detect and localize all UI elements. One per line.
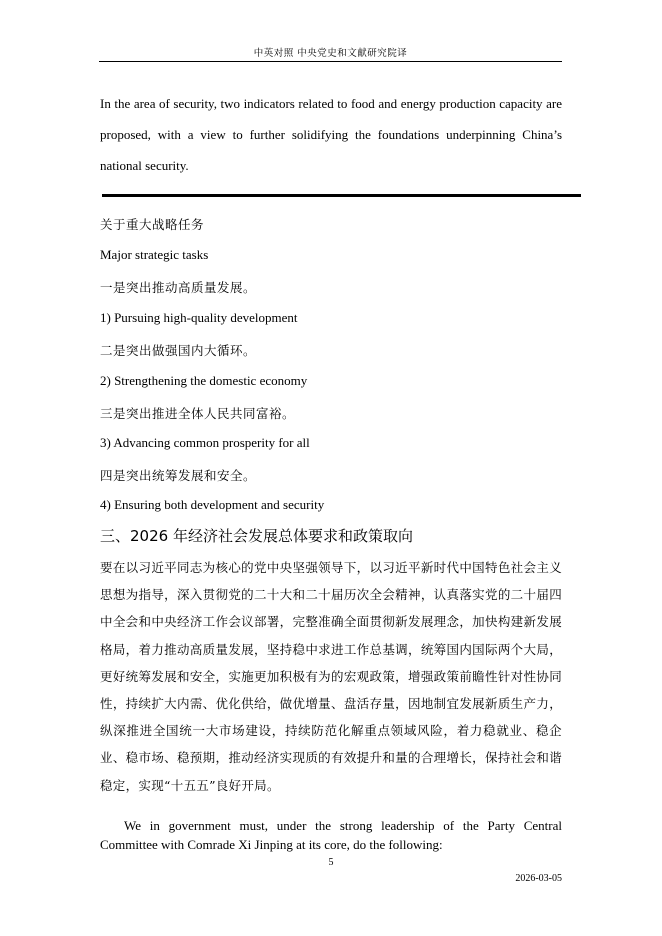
task-item-4-en: 4) Ensuring both development and security [100, 497, 325, 512]
page-number: 5 [328, 857, 334, 868]
section-heading: 三、2026 年经济社会发展总体要求和政策取向 [100, 527, 413, 545]
task-item-2-zh: 二是突出做强国内大循环。 [100, 343, 257, 358]
policy-paragraph-zh: 要在以习近平同志为核心的党中央坚强领导下，以习近平新时代中国特色社会主义思想为指导，深入贯彻党的二十大和二十届历次全会精神，认真落实党的二十届四中全会和中央经济工作会议部署，完整准确全面贯彻新发展理念，加快构建新发展格局，着力推动高质量发展，坚持稳中求进工作总基调，统筹国内国际两个大局，更好统筹发展和安全，实施更加积极有为的宏观政策，增强政策前瞻性针对性协同性，持续扩大内需、优化供给，做优增量、盘活存量，因地制宜发展新质生产力，纵深推进全国统一大市场建设，持续防范化解重点领域风险，着力稳就业、稳企业、稳市场、稳预期，推动经济实现质的有效提升和量的合理增长，保持社会和谐稳定，实现“十五五”良好开局。 [100, 560, 562, 793]
running-header: 中英对照 中央党史和文献研究院译 [253, 48, 408, 59]
section-divider [102, 194, 581, 197]
task-item-3-en: 3) Advancing common prosperity for all [100, 435, 310, 450]
task-item-2-en: 2) Strengthening the domestic economy [100, 373, 308, 388]
task-item-4-zh: 四是突出统筹发展和安全。 [100, 468, 257, 483]
document-date: 2026-03-05 [515, 873, 562, 884]
task-item-1-en: 1) Pursuing high-quality development [100, 310, 298, 325]
tasks-heading-zh: 关于重大战略任务 [100, 217, 205, 232]
task-item-1-zh: 一是突出推动高质量发展。 [100, 280, 257, 295]
intro-paragraph: In the area of security, two indicators related to food and energy production capacity are proposed, with a view to further solidifying the foundations underpinning China’s national security. [100, 96, 562, 173]
tasks-heading-en: Major strategic tasks [100, 247, 209, 262]
task-item-3-zh: 三是突出推进全体人民共同富裕。 [100, 406, 296, 421]
header-divider [99, 61, 562, 62]
policy-paragraph-en: We in government must, under the strong leadership of the Party Central Committee with Comrade Xi Jinping at its core, do the following: [100, 818, 562, 852]
